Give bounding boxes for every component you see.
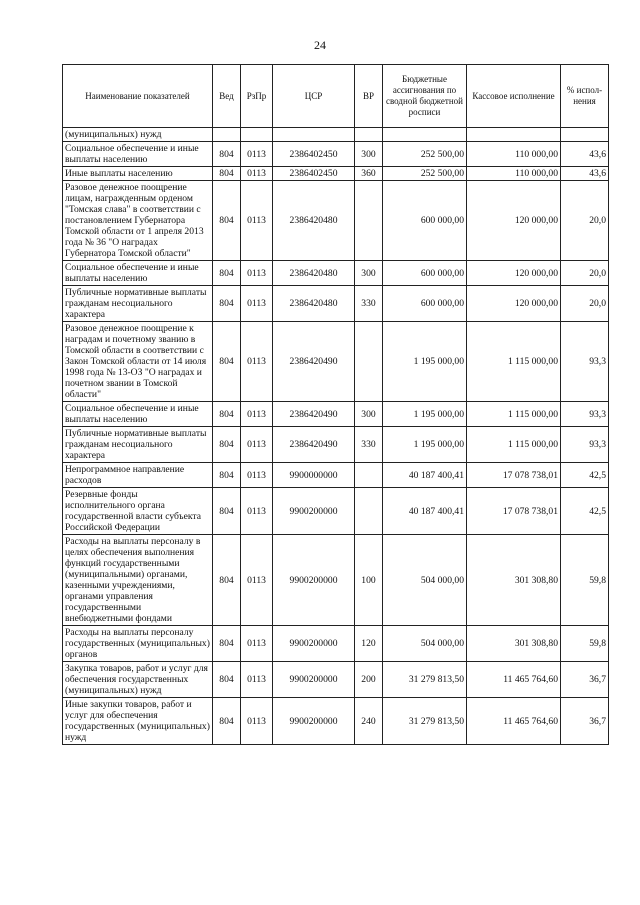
- row-percent: 59,8: [561, 535, 609, 626]
- table-row: [63, 626, 609, 662]
- row-name: Социальное обеспечение и иные выплаты населению: [63, 142, 213, 167]
- table-row: [63, 402, 609, 427]
- row-csr: 2386420480: [273, 286, 355, 322]
- row-rzpr: 0113: [241, 322, 273, 402]
- table-row: [63, 167, 609, 181]
- row-vr: 300: [355, 402, 383, 427]
- row-rzpr: 0113: [241, 142, 273, 167]
- row-csr: 2386420490: [273, 402, 355, 427]
- header-rzpr: РзПр: [241, 65, 273, 128]
- row-cash: 17 078 738,01: [467, 488, 561, 535]
- row-rzpr: 0113: [241, 662, 273, 698]
- header-csr: ЦСР: [273, 65, 355, 128]
- row-cash: 1 115 000,00: [467, 427, 561, 463]
- row-percent: 36,7: [561, 662, 609, 698]
- row-rzpr: 0113: [241, 626, 273, 662]
- row-ved: 804: [213, 427, 241, 463]
- row-ved: 804: [213, 261, 241, 286]
- row-csr: 2386402450: [273, 167, 355, 181]
- row-vr: [355, 463, 383, 488]
- row-cash: 17 078 738,01: [467, 463, 561, 488]
- row-rzpr: 0113: [241, 167, 273, 181]
- row-ved: 804: [213, 402, 241, 427]
- row-csr: 2386420490: [273, 322, 355, 402]
- row-name: Непрограммное направление расходов: [63, 463, 213, 488]
- row-csr: [273, 128, 355, 142]
- row-name: Публичные нормативные выплаты гражданам несоциального характера: [63, 427, 213, 463]
- row-budget: 1 195 000,00: [383, 427, 467, 463]
- row-cash: 1 115 000,00: [467, 322, 561, 402]
- row-budget: 504 000,00: [383, 626, 467, 662]
- table-row: [63, 535, 609, 626]
- row-vr: [355, 181, 383, 261]
- row-csr: 2386420480: [273, 261, 355, 286]
- row-ved: 804: [213, 662, 241, 698]
- row-rzpr: 0113: [241, 698, 273, 745]
- table-row: [63, 181, 609, 261]
- header-name: Наименование показателей: [63, 65, 213, 128]
- table-row: [63, 488, 609, 535]
- row-vr: 300: [355, 142, 383, 167]
- row-csr: 2386402450: [273, 142, 355, 167]
- row-cash: 110 000,00: [467, 167, 561, 181]
- row-budget: 252 500,00: [383, 142, 467, 167]
- row-percent: 43,6: [561, 142, 609, 167]
- row-cash: 11 465 764,60: [467, 662, 561, 698]
- row-cash: 301 308,80: [467, 535, 561, 626]
- row-name: Закупка товаров, работ и услуг для обеспечения государственных (муниципальных) нужд: [63, 662, 213, 698]
- row-name: Социальное обеспечение и иные выплаты населению: [63, 261, 213, 286]
- row-budget: 40 187 400,41: [383, 488, 467, 535]
- row-rzpr: 0113: [241, 286, 273, 322]
- row-rzpr: 0113: [241, 463, 273, 488]
- row-percent: 36,7: [561, 698, 609, 745]
- row-budget: 31 279 813,50: [383, 662, 467, 698]
- row-cash: 110 000,00: [467, 142, 561, 167]
- row-csr: 9900200000: [273, 535, 355, 626]
- header-vr: ВР: [355, 65, 383, 128]
- row-percent: 93,3: [561, 322, 609, 402]
- row-percent: 42,5: [561, 488, 609, 535]
- row-name: Расходы на выплаты персоналу в целях обеспечения выполнения функций государственными (муниципальными) органами, казенными учреждениями, органами управления государственными внебюджетными фондами: [63, 535, 213, 626]
- header-row: [63, 65, 609, 128]
- row-csr: 2386420490: [273, 427, 355, 463]
- row-ved: 804: [213, 286, 241, 322]
- row-vr: [355, 488, 383, 535]
- header-percent: % испол-нения: [561, 65, 609, 128]
- row-percent: 43,6: [561, 167, 609, 181]
- row-budget: 600 000,00: [383, 261, 467, 286]
- row-vr: [355, 322, 383, 402]
- row-budget: [383, 128, 467, 142]
- table-row: [63, 322, 609, 402]
- header-cash: Кассовое исполнение: [467, 65, 561, 128]
- row-ved: 804: [213, 142, 241, 167]
- row-name: (муниципальных) нужд: [63, 128, 213, 142]
- row-csr: 9900200000: [273, 698, 355, 745]
- row-vr: 200: [355, 662, 383, 698]
- row-ved: 804: [213, 535, 241, 626]
- table-row: [63, 142, 609, 167]
- row-budget: 40 187 400,41: [383, 463, 467, 488]
- row-name: Разовое денежное поощрение лицам, награжденным орденом "Томская слава" в соответствии с постановлением Губернатора Томской области от 1 апреля 2013 года № 36 "О наградах Губернатора Томской области": [63, 181, 213, 261]
- row-name: Резервные фонды исполнительного органа государственной власти субъекта Российской Федерации: [63, 488, 213, 535]
- row-ved: 804: [213, 488, 241, 535]
- row-csr: 9900200000: [273, 488, 355, 535]
- row-percent: 93,3: [561, 402, 609, 427]
- page-number: 24: [314, 38, 326, 52]
- row-vr: 330: [355, 427, 383, 463]
- row-rzpr: 0113: [241, 427, 273, 463]
- row-budget: 504 000,00: [383, 535, 467, 626]
- table-row: [63, 286, 609, 322]
- header-budget: Бюджетные ассигнования по сводной бюджетной росписи: [383, 65, 467, 128]
- row-name: Социальное обеспечение и иные выплаты населению: [63, 402, 213, 427]
- row-vr: 330: [355, 286, 383, 322]
- row-vr: [355, 128, 383, 142]
- row-budget: 600 000,00: [383, 286, 467, 322]
- table-row: [63, 427, 609, 463]
- row-cash: 120 000,00: [467, 261, 561, 286]
- row-budget: 600 000,00: [383, 181, 467, 261]
- row-vr: 100: [355, 535, 383, 626]
- row-budget: 252 500,00: [383, 167, 467, 181]
- row-csr: 9900200000: [273, 626, 355, 662]
- row-cash: [467, 128, 561, 142]
- row-vr: 300: [355, 261, 383, 286]
- row-csr: 2386420480: [273, 181, 355, 261]
- row-cash: 11 465 764,60: [467, 698, 561, 745]
- table-row: [63, 261, 609, 286]
- table-row: [63, 463, 609, 488]
- row-budget: 1 195 000,00: [383, 322, 467, 402]
- row-ved: 804: [213, 698, 241, 745]
- row-csr: 9900000000: [273, 463, 355, 488]
- row-ved: 804: [213, 463, 241, 488]
- row-ved: [213, 128, 241, 142]
- row-csr: 9900200000: [273, 662, 355, 698]
- table-row: [63, 128, 609, 142]
- table-row: [63, 698, 609, 745]
- row-rzpr: 0113: [241, 181, 273, 261]
- row-ved: 804: [213, 181, 241, 261]
- row-cash: 301 308,80: [467, 626, 561, 662]
- row-name: Иные выплаты населению: [63, 167, 213, 181]
- row-percent: [561, 128, 609, 142]
- row-rzpr: 0113: [241, 535, 273, 626]
- row-name: Разовое денежное поощрение к наградам и почетному званию в Томской области в соответствии с Закон Томской области от 14 июля 1998 года № 13-ОЗ "О наградах и почетном звании в Томской области": [63, 322, 213, 402]
- row-percent: 20,0: [561, 286, 609, 322]
- row-cash: 120 000,00: [467, 286, 561, 322]
- row-vr: 240: [355, 698, 383, 745]
- header-ved: Вед: [213, 65, 241, 128]
- row-budget: 1 195 000,00: [383, 402, 467, 427]
- row-percent: 59,8: [561, 626, 609, 662]
- row-budget: 31 279 813,50: [383, 698, 467, 745]
- row-vr: 120: [355, 626, 383, 662]
- row-ved: 804: [213, 322, 241, 402]
- table-row: [63, 662, 609, 698]
- row-vr: 360: [355, 167, 383, 181]
- row-rzpr: 0113: [241, 488, 273, 535]
- row-name: Публичные нормативные выплаты гражданам несоциального характера: [63, 286, 213, 322]
- row-rzpr: 0113: [241, 402, 273, 427]
- row-ved: 804: [213, 167, 241, 181]
- row-cash: 120 000,00: [467, 181, 561, 261]
- row-percent: 93,3: [561, 427, 609, 463]
- row-rzpr: 0113: [241, 261, 273, 286]
- row-percent: 20,0: [561, 261, 609, 286]
- budget-execution-table: [62, 64, 609, 745]
- row-name: Расходы на выплаты персоналу государственных (муниципальных) органов: [63, 626, 213, 662]
- row-ved: 804: [213, 626, 241, 662]
- row-percent: 42,5: [561, 463, 609, 488]
- row-cash: 1 115 000,00: [467, 402, 561, 427]
- row-rzpr: [241, 128, 273, 142]
- row-percent: 20,0: [561, 181, 609, 261]
- row-name: Иные закупки товаров, работ и услуг для обеспечения государственных (муниципальных) нужд: [63, 698, 213, 745]
